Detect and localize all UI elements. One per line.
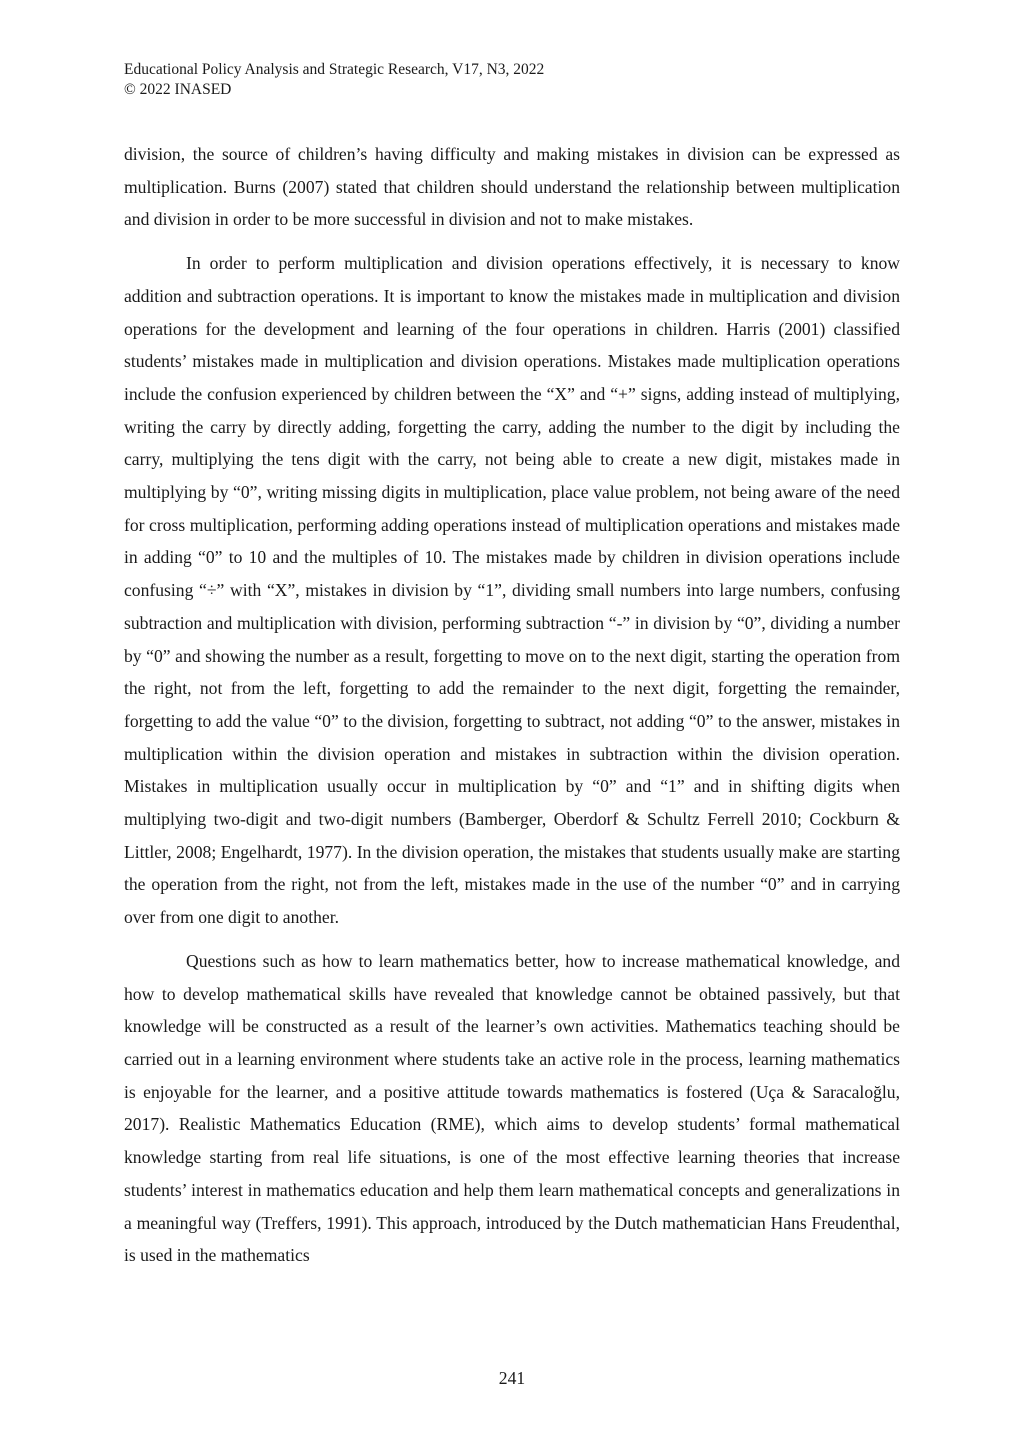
journal-citation: Educational Policy Analysis and Strategic Research, V17, N3, 2022 <box>124 61 545 78</box>
body-text <box>124 138 900 1283</box>
paragraph-continuation: division, the source of children’s having difficulty and making mistakes in division can be expressed as multiplication. Burns (2007) stated that children should understand the relationship between multiplication and division in order to be more successful in division and not to make mistakes. <box>124 144 900 230</box>
page-number: 241 <box>498 1368 526 1388</box>
copyright-notice: © 2022 INASED <box>124 81 232 98</box>
paragraph-mistakes-in-operations: In order to perform multiplication and division operations effectively, it is necessary to know addition and subtraction operations. It is important to know the mistakes made in multiplication and division operations for the development and learning of the four operations in children. Harris (2001) classified students’ mistakes made in multiplication and division operations. Mistakes made multiplication operations include the confusion experienced by children between the “X” and “+” signs, adding instead of multiplying, writing the carry by directly adding, forgetting the carry, adding the number to the digit by including the carry, multiplying the tens digit with the carry, not being able to create a new digit, mistakes made in multiplying by “0”, writing missing digits in multiplication, place value problem, not being aware of the need for cross multiplication, performing adding operations instead of multiplication operations and mistakes made in adding “0” to 10 and the multiples of 10. The mistakes made by children in division operations include confusing “÷” with “X”, mistakes in division by “1”, dividing small numbers into large numbers, confusing subtraction and multiplication with division, performing subtraction “-” in division by “0”, dividing a number by “0” and showing the number as a result, forgetting to move on to the next digit, starting the operation from the right, not from the left, forgetting to add the remainder to the next digit, forgetting the remainder, forgetting to add the value “0” to the division, forgetting to subtract, not adding “0” to the answer, mistakes in multiplication within the division operation and mistakes in subtraction within the division operation. Mistakes in multiplication usually occur in multiplication by “0” and “1” and in shifting digits when multiplying two-digit and two-digit numbers (Bamberger, Oberdorf & Schultz Ferrell 2010; Cockburn & Littler, 2008; Engelhardt, 1977). In the division operation, the mistakes that students usually make are starting the operation from the right, not from the left, mistakes made in the use of the number “0” and in carrying over from one digit to another. <box>124 253 900 928</box>
paragraph-realistic-mathematics-education: Questions such as how to learn mathematics better, how to increase mathematical knowledge, and how to develop mathematical skills have revealed that knowledge cannot be obtained passively, but that knowledge will be constructed as a result of the learner’s own activities. Mathematics teaching should be carried out in a learning environment where students take an active role in the process, learning mathematics is enjoyable for the learner, and a positive attitude towards mathematics is fostered (Uça & Saracaloğlu, 2017). Realistic Mathematics Education (RME), which aims to develop students’ formal mathematical knowledge starting from real life situations, is one of the most effective learning theories that increase students’ interest in mathematics education and help them learn mathematical concepts and generalizations in a meaningful way (Treffers, 1991). This approach, introduced by the Dutch mathematician Hans Freudenthal, is used in the mathematics <box>124 950 900 1266</box>
running-header <box>124 60 544 100</box>
